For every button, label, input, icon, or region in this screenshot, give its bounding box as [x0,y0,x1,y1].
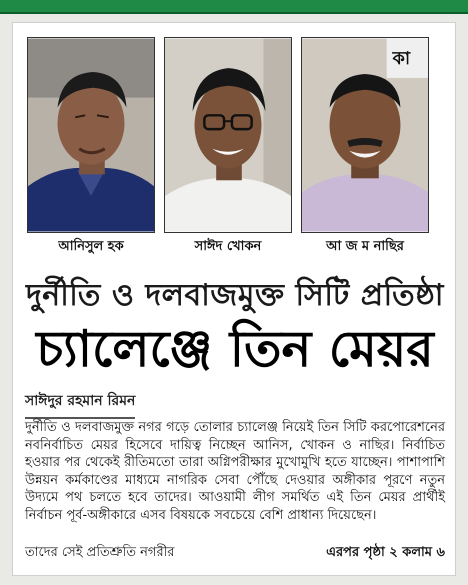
portrait-image-2 [165,38,291,232]
portrait-photo-1 [27,37,155,233]
article-last-line [25,544,445,562]
news-clipping [12,22,456,576]
photo-caption-3: আ জ ম নাছির [326,239,404,254]
photo-caption-2: সাঈদ খোকন [194,239,262,254]
portrait-image-1 [28,38,154,232]
byline: সাঈদুর রহমান রিমন [25,389,135,419]
top-rule [0,12,468,14]
kicker-headline: দুর্নীতি ও দলবাজমুক্ত সিটি প্রতিষ্ঠা [26,278,444,313]
article-body: দুর্নীতি ও দলবাজমুক্ত নগর গড়ে তোলার চ্যালেঞ্জ নিয়েই তিন সিটি করপোরেশনের নবনির্বাচিত মেয়র হিসেবে দায়িত্ব নিচ্ছেন আনিস, খোকন ও নাছির। নির্বাচিত হওয়ার পর থেকেই রীতিমতো তারা অগ্নিপরীক্ষার মুখোমুখি হতে যাচ্ছেন। পাশাপাশি উন্নয়ন কর্মকাণ্ডের মাধ্যমে নাগরিক সেবা পৌঁছে দেওয়ার অঙ্গীকার পূরণে নতুন উদ্যমে পথ চলতে হবে তাদের। আওয়ামী লীগ সমর্থিত এই তিন মেয়র প্রার্থীই নির্বাচন পূর্ব-অঙ্গীকারে এসব বিষয়কে সবচেয়ে বেশি প্রাধান্য দিয়েছেন। [25,420,445,523]
portrait-image-3 [302,38,428,232]
photo-caption-1: আনিসুল হক [58,239,124,254]
continued-on-page: এরপর পৃষ্ঠা ২ কলাম ৬ [326,545,445,560]
portrait-photo-2 [164,37,292,233]
top-color-bar [0,0,468,14]
svg-text:কা: কা [392,49,411,70]
last-line-text: তাদের সেই প্রতিশ্রুতি নগরীর [25,545,175,560]
main-headline: চ্যালেঞ্জে তিন মেয়র [36,320,434,378]
portrait-photo-3 [301,37,429,233]
